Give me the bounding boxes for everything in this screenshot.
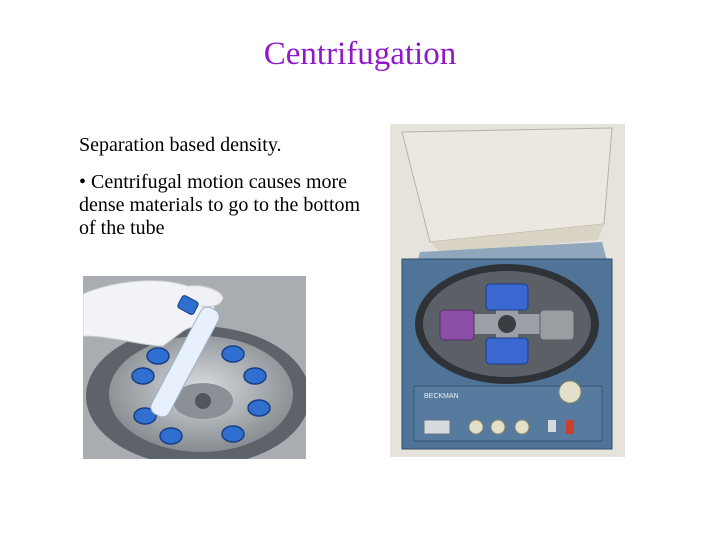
benchtop-centrifuge-photo (390, 124, 625, 457)
hand-photo-illustration (83, 276, 306, 459)
slide-body (79, 134, 379, 254)
slide-title: Centrifugation (263, 36, 457, 72)
gloved-hand-loading-tube-photo (83, 276, 306, 459)
paragraph-definition: Separation based density. (79, 134, 282, 156)
brand-label: BECKMAN (424, 393, 459, 400)
bullet-centrifugal-motion: • Centrifugal motion causes more dense materials to go to the bottom of the tube (79, 171, 361, 239)
centrifuge-illustration (390, 124, 625, 457)
